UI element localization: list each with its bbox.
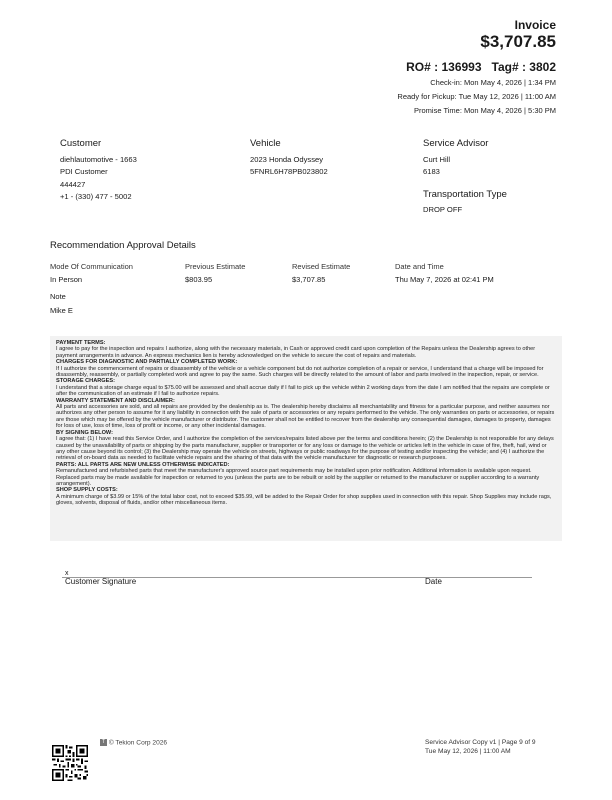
terms-paragraph: I agree that: (1) I have read this Service Order, and I authorize the completion of the services/repairs listed above per the terms and conditions herein; (2) the Dealership is not responsible for any delays caused by the unavailability of parts or shipping by the parts manufacturer, supplier or transporter or for any loss or damage to the vehicle or articles left in the vehicle in case of fire, theft, hail, wind or any other cause beyond its control; (3) the Dealership may operate the vehicle on streets, highways or public roadways for the purpose of testing and/or inspecting the vehicle; and (4) I authorize the retrieval of on-board data as needed to facilitate vehicle repairs and the sharing of that data with the vehicle manufacturer for diagnostic or research purposes. (56, 436, 554, 462)
advisor-heading: Service Advisor (423, 138, 489, 149)
print-timestamp: Tue May 12, 2026 | 11:00 AM (425, 748, 511, 755)
copy-page-info: Service Advisor Copy v1 | Page 9 of 9 (425, 739, 536, 746)
customer-name: diehlautomotive - 1663 (60, 154, 137, 164)
advisor-section (423, 138, 507, 217)
vehicle-heading: Vehicle (250, 138, 281, 149)
recommendation-title: Recommendation Approval Details (50, 240, 196, 251)
terms-box (50, 336, 562, 541)
customer-id: 444427 (60, 179, 86, 189)
prev-estimate-label: Previous Estimate (185, 262, 246, 271)
customer-heading: Customer (60, 138, 102, 149)
mode-value: In Person (50, 275, 83, 284)
customer-signature-label: Customer Signature (65, 577, 137, 586)
terms-heading: WARRANTY STATEMENT AND DISCLAIMER: (56, 397, 175, 404)
note-label: Note (50, 292, 66, 301)
terms-heading: PARTS: ALL PARTS ARE NEW UNLESS OTHERWISE INDICATED: (56, 461, 230, 468)
qr-code-icon (52, 745, 88, 781)
terms-heading: BY SIGNING BELOW: (56, 429, 113, 436)
terms-paragraph: If I authorize the commencement of repairs or disassembly of the vehicle or a vehicle component but do not authorize completion of a repair or service, I understand that a charge will be imposed for disassembly, reassembly, or partially completed work and agree to pay the same. Such charges will be directly related to the amount of labor and parts involved in the inspection, repair, or service. (56, 365, 544, 379)
datetime-label: Date and Time (395, 262, 444, 271)
rev-estimate-value: $3,707.85 (292, 275, 326, 284)
transport-type: DROP OFF (423, 205, 463, 214)
promise-time: Promise Time: Mon May 4, 2026 | 5:30 PM (413, 106, 556, 115)
terms-paragraph: I agree to pay for the inspection and repairs I authorize, along with the necessary materials, in Cash or approved credit card upon completion of the Repairs unless the Dealership agrees to other payment arrangements in advance. An express mechanics lien is hereby acknowledged on the vehicle to secure the cost of repairs and materials. (56, 346, 536, 359)
customer-section (60, 138, 137, 204)
advisor-name: Curt Hill (423, 154, 451, 164)
customer-phone: +1 - (330) 477 - 5002 (60, 192, 132, 201)
signature-date-label: Date (425, 577, 442, 586)
terms-paragraph: I understand that a storage charge equal to $75.00 will be assessed and shall accrue daily if I fail to pick up the vehicle within 2 working days from the date I am notified that the repairs are complete or after the communication of an estimate if I fail to authorize repairs. (56, 384, 550, 398)
advisor-number: 6183 (423, 167, 440, 176)
footer-copyright (100, 739, 167, 746)
note-value: Mike E (50, 306, 73, 315)
signature-x-mark: x (65, 570, 69, 577)
terms-paragraph: Remanufactured and refurbished parts that meet the manufacturer's approved source part requirements may be installed upon prior notification. Additional information is available upon request. Replaced parts may be made available for inspection or returned to you (unless the parts are to be rebuilt or sold by the supplier or returned to the manufacturer or supplier according to a warranty arrangement). (56, 468, 540, 487)
checkin-time: Check-in: Mon May 4, 2026 | 1:34 PM (430, 78, 556, 87)
ro-tag-line: RO# : 136993 Tag# : 3802 (406, 60, 556, 74)
pickup-time: Ready for Pickup: Tue May 12, 2026 | 11:00 AM (397, 92, 556, 101)
footer-right (425, 738, 536, 756)
transport-heading: Transportation Type (423, 188, 507, 200)
customer-type: PDI Customer (60, 167, 108, 176)
rev-estimate-label: Revised Estimate (292, 262, 351, 271)
datetime-value: Thu May 7, 2026 at 02:41 PM (395, 275, 494, 284)
tekion-logo-icon: T (101, 739, 106, 745)
terms-heading: STORAGE CHARGES: (56, 378, 115, 385)
invoice-total: $3,707.85 (480, 32, 556, 51)
copyright-text: © Tekion Corp 2026 (108, 739, 168, 747)
terms-paragraph: All parts and accessories are sold, and all repairs are provided by the dealership as is. The dealership hereby disclaims all merchantability and fitness for a particular purpose, and neither assumes nor authorizes any other person to assume for it any liability in connection with the sale of parts or accessories or any repairs performed to the vehicle. The only warranties on parts or accessories, or repairs are those which may be offered by the vehicle manufacturer or distributor. The customer shall not be entitled to recover from the dealership any consequential damages, damages to property, damages for loss of use, loss of time, loss of profit or income, or any other incidental damages. (56, 404, 555, 430)
terms-paragraph: A minimum charge of $3.99 or 15% of the total labor cost, not to exceed $35.99, will be added to the Repair Order for shop supplies used in connection with this repair. Shop Supplies may include rags, gloves, solvents, disposal of fluids, and/or other miscellaneous items. (56, 493, 552, 507)
terms-heading: CHARGES FOR DIAGNOSTIC AND PARTIALLY COMPLETED WORK: (56, 359, 238, 366)
vehicle-model: 2023 Honda Odyssey (250, 154, 324, 164)
vehicle-section (250, 138, 328, 179)
terms-heading: PAYMENT TERMS: (56, 340, 106, 346)
terms-heading: SHOP SUPPLY COSTS: (56, 487, 118, 494)
vehicle-vin: 5FNRL6H78PB023802 (250, 167, 328, 176)
mode-label: Mode Of Communication (50, 262, 133, 271)
prev-estimate-value: $803.95 (185, 275, 213, 284)
invoice-label: Invoice (514, 18, 556, 32)
